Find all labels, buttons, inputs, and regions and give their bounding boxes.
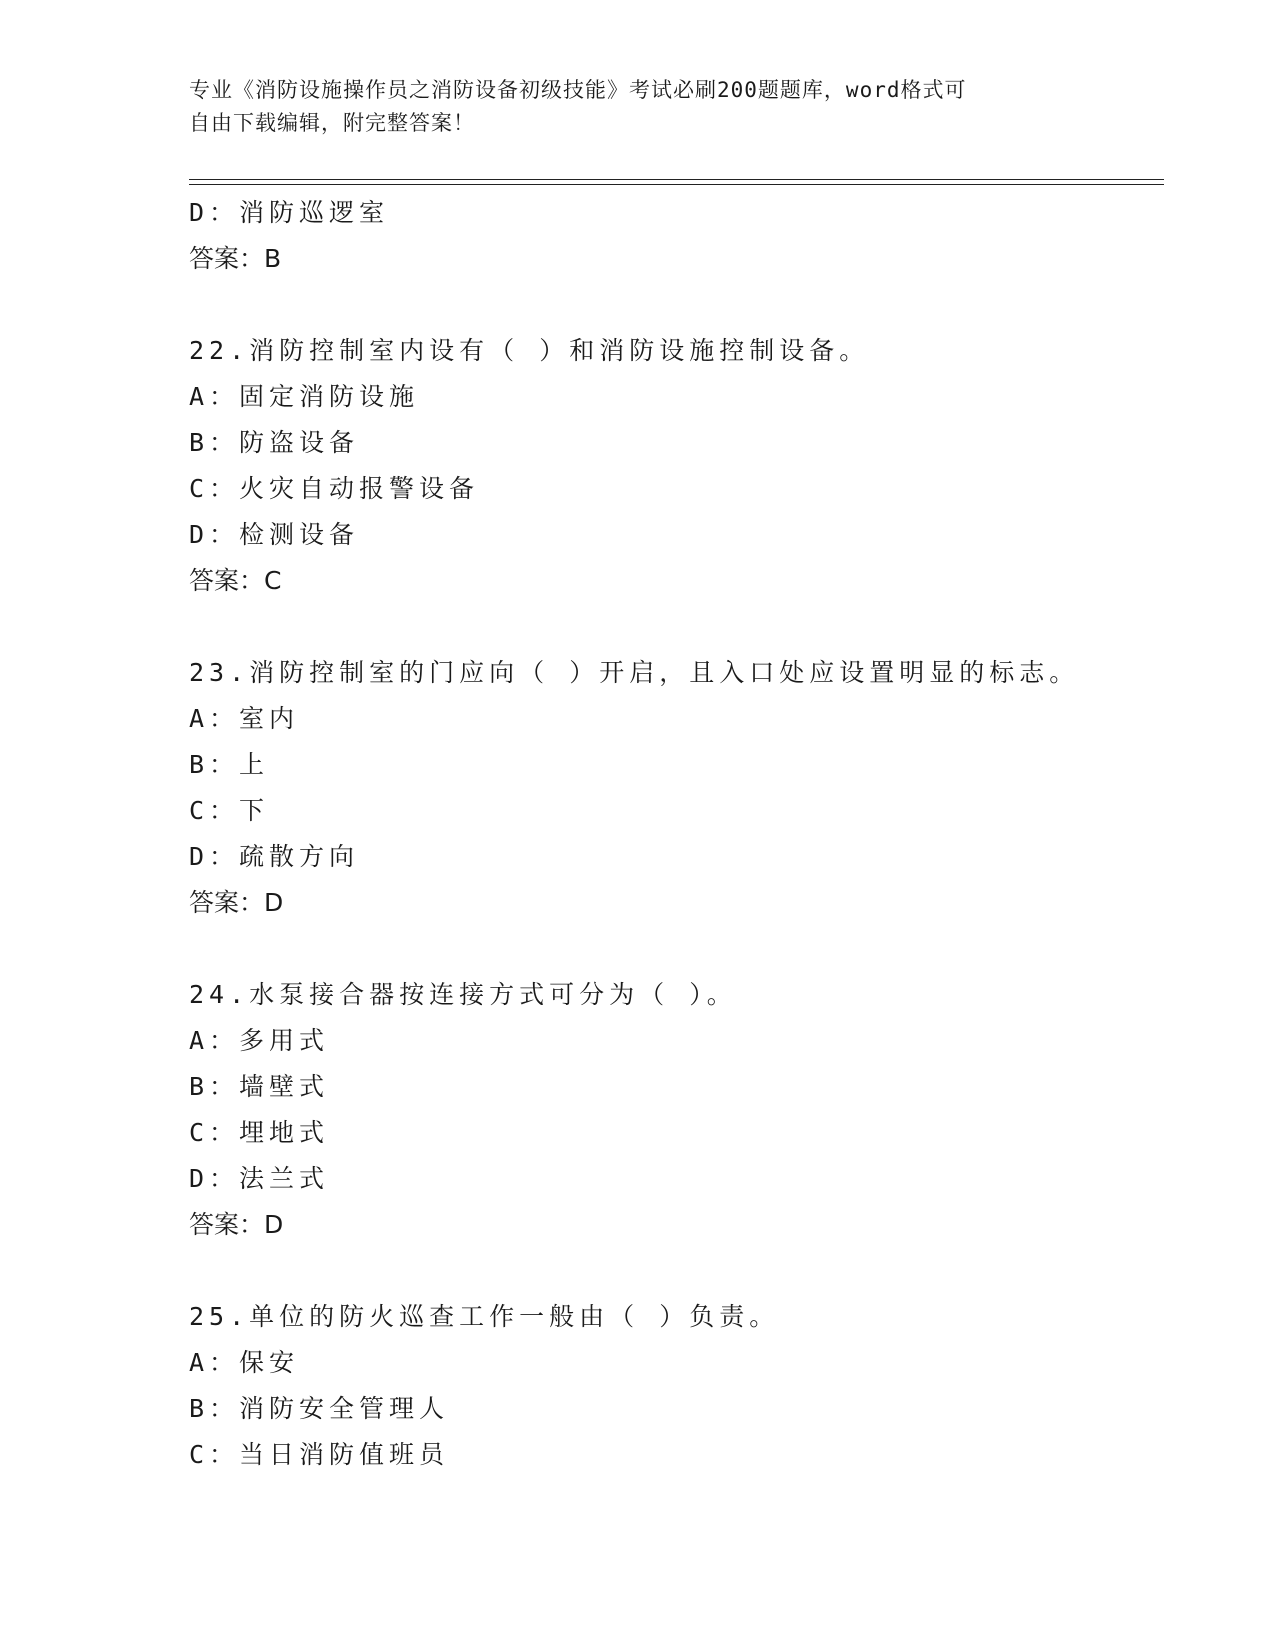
- option-d: D：检测设备: [189, 520, 360, 549]
- option-c: C：火灾自动报警设备: [189, 474, 480, 503]
- header-divider-bottom: [189, 184, 1164, 185]
- question-stem: 25.单位的防火巡查工作一般由（ ）负责。: [189, 1302, 780, 1331]
- answer: 答案：D: [189, 1210, 284, 1239]
- option-c: C：埋地式: [189, 1118, 330, 1147]
- option-b: B：防盗设备: [189, 428, 360, 457]
- header-line-2: 自由下载编辑，附完整答案！: [189, 111, 475, 135]
- question-stem: 22.消防控制室内设有（ ）和消防设施控制设备。: [189, 336, 870, 365]
- spacer: [189, 926, 1149, 972]
- spacer: [189, 282, 1149, 328]
- answer: 答案：C: [189, 566, 282, 595]
- option-b: B：上: [189, 750, 270, 779]
- option-c: C：当日消防值班员: [189, 1440, 450, 1469]
- option-b: B：消防安全管理人: [189, 1394, 450, 1423]
- header-divider-top: [189, 179, 1164, 180]
- option-b: B：墙壁式: [189, 1072, 330, 1101]
- answer: 答案：B: [189, 244, 282, 273]
- option-a: A：多用式: [189, 1026, 330, 1055]
- answer: 答案：D: [189, 888, 284, 917]
- spacer: [189, 604, 1149, 650]
- spacer: [189, 1248, 1149, 1294]
- option-a: A：固定消防设施: [189, 382, 420, 411]
- option-d: D：法兰式: [189, 1164, 330, 1193]
- option-d: D：疏散方向: [189, 842, 360, 871]
- question-content: [189, 190, 1149, 1478]
- document-header: [189, 74, 1069, 140]
- option-c: C：下: [189, 796, 270, 825]
- header-line-1: 专业《消防设施操作员之消防设备初级技能》考试必刷200题题库，word格式可: [189, 78, 967, 102]
- option-d: D：消防巡逻室: [189, 198, 390, 227]
- question-stem: 23.消防控制室的门应向（ ）开启，且入口处应设置明显的标志。: [189, 658, 1080, 687]
- question-stem: 24.水泵接合器按连接方式可分为（ ）。: [189, 980, 737, 1009]
- option-a: A：室内: [189, 704, 300, 733]
- option-a: A：保安: [189, 1348, 300, 1377]
